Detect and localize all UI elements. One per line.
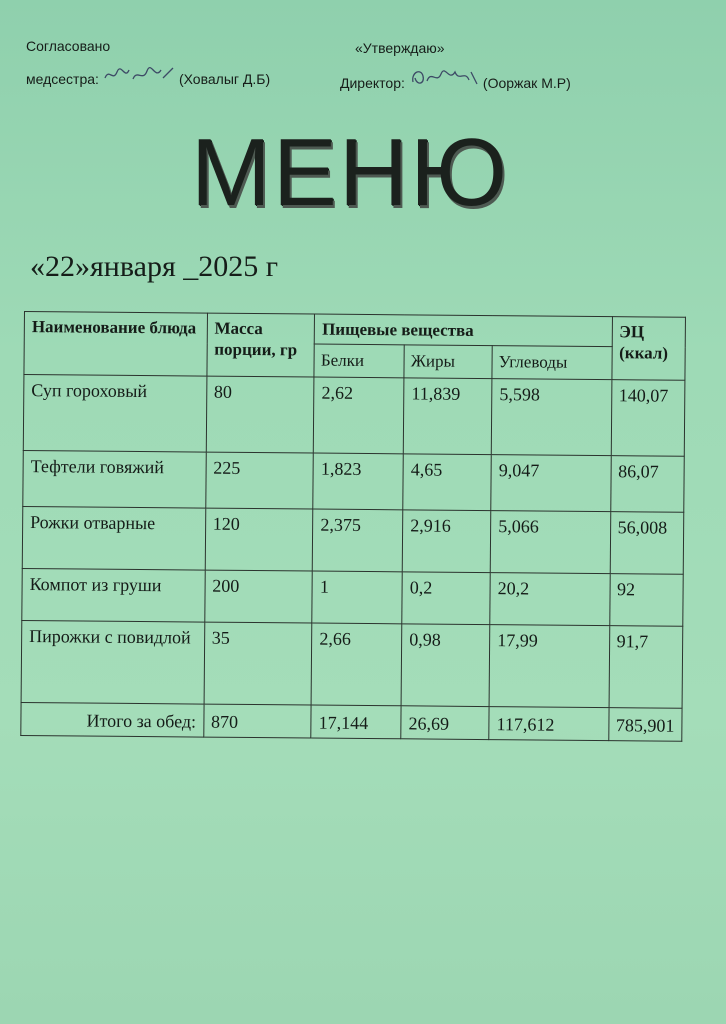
dish-proteins: 1,823 (313, 453, 403, 510)
approved-left-role: медсестра: (26, 71, 99, 87)
total-mass: 870 (203, 704, 311, 738)
dish-proteins: 2,62 (314, 377, 405, 454)
header-fats: Жиры (404, 345, 492, 378)
approved-left-heading: Согласовано (26, 38, 111, 54)
dish-energy: 140,07 (611, 379, 685, 456)
menu-table (20, 311, 686, 742)
header-dish-name: Наименование блюда (24, 312, 207, 376)
page-title: МЕНЮ (190, 119, 510, 226)
dish-fats: 0,2 (402, 571, 490, 624)
dish-energy: 92 (609, 573, 683, 626)
header-proteins: Белки (314, 344, 404, 377)
dish-carbs: 9,047 (491, 454, 611, 511)
nurse-signature-scribble (103, 64, 175, 84)
table-row (22, 506, 684, 574)
dish-carbs: 20,2 (490, 572, 610, 625)
dish-name: Суп гороховый (23, 374, 206, 452)
dish-mass: 120 (205, 508, 313, 571)
total-energy: 785,901 (608, 707, 682, 741)
total-proteins: 17,144 (311, 705, 401, 739)
dish-name: Рожки отварные (22, 506, 205, 570)
dish-energy: 86,07 (610, 455, 684, 512)
dish-energy: 56,008 (610, 511, 684, 574)
dish-energy: 91,7 (609, 625, 683, 708)
approved-left-name: (Ховалыг Д.Б) (178, 71, 271, 87)
menu-date: «22»января _2025 г (30, 250, 279, 283)
dish-fats: 4,65 (403, 453, 491, 510)
dish-mass: 35 (204, 622, 312, 705)
total-row (21, 702, 682, 741)
header-energy: ЭЦ (ккал) (611, 317, 685, 380)
table-row (23, 374, 685, 456)
header-mass: Масса порции, гр (207, 313, 315, 376)
header-carbs: Углеводы (492, 346, 612, 379)
director-signature-scribble (409, 66, 479, 88)
director-signature (409, 77, 483, 92)
dish-fats: 11,839 (403, 377, 492, 454)
approved-right-role: Директор: (340, 75, 405, 91)
dish-name: Тефтели говяжий (23, 450, 206, 508)
table-header-row (24, 312, 685, 348)
dish-carbs: 17,99 (489, 624, 609, 707)
dish-carbs: 5,598 (491, 378, 611, 455)
dish-mass: 225 (205, 452, 313, 509)
approved-right-name: (Ооржак М.Р) (482, 75, 571, 91)
dish-fats: 2,916 (402, 509, 490, 572)
table-row (22, 568, 683, 626)
total-fats: 26,69 (401, 705, 489, 739)
approved-right-line (340, 66, 571, 92)
dish-proteins: 1 (312, 571, 402, 624)
dish-proteins: 2,375 (313, 509, 403, 572)
header-nutrients: Пищевые вещества (315, 314, 612, 347)
dish-mass: 80 (206, 376, 314, 453)
dish-fats: 0,98 (401, 623, 490, 706)
approved-left-line (26, 64, 270, 88)
nurse-signature (103, 73, 179, 88)
approved-right-heading: «Утверждаю» (355, 40, 445, 56)
dish-carbs: 5,066 (490, 510, 610, 573)
table-row (21, 620, 683, 708)
table-row (23, 450, 684, 512)
dish-proteins: 2,66 (311, 623, 402, 706)
dish-name: Компот из груши (22, 568, 205, 622)
dish-mass: 200 (204, 570, 312, 623)
total-carbs: 117,612 (489, 706, 609, 741)
total-label: Итого за обед: (21, 702, 204, 737)
dish-name: Пирожки с повидлой (21, 620, 204, 704)
